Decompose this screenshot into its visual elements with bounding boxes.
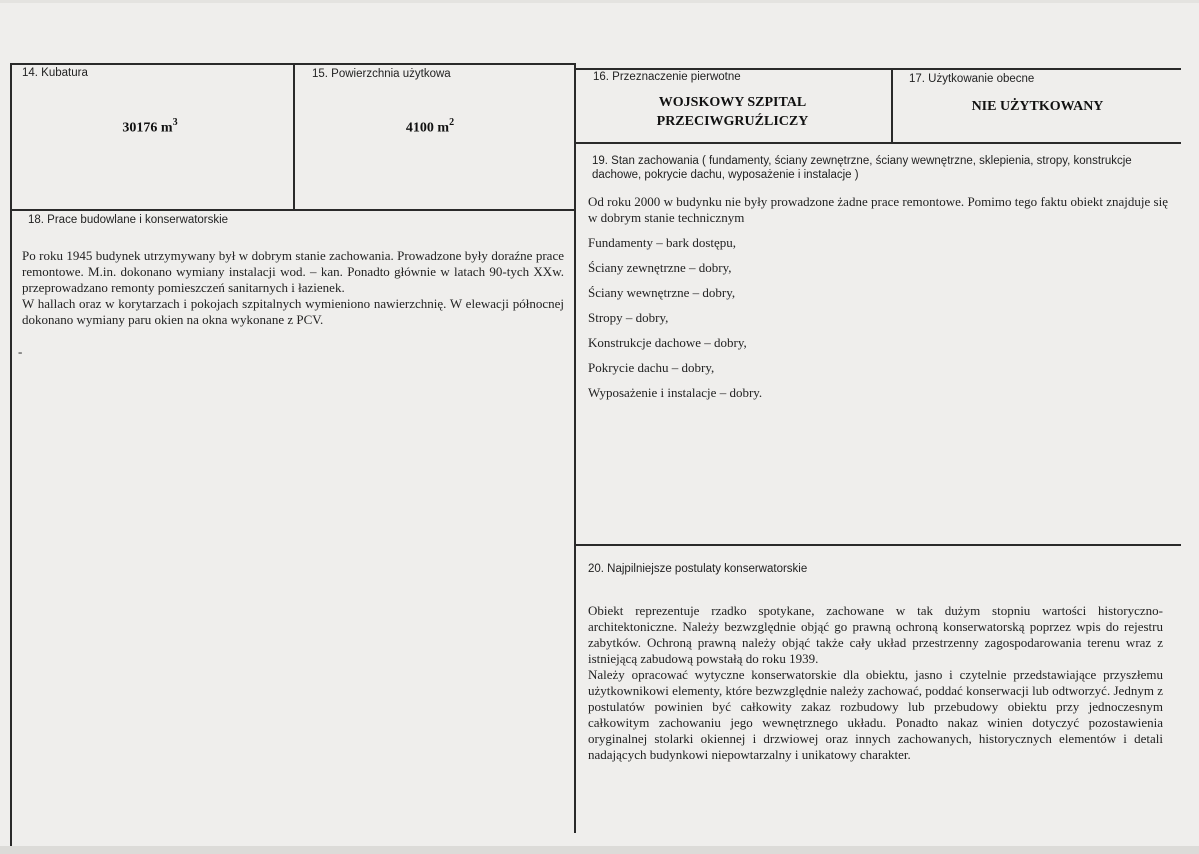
divider-16-17 [891,68,893,142]
field-20-text [588,603,1163,763]
field-19-intro: Od roku 2000 w budynku nie były prowadzone żadne prace remontowe. Pomimo tego faktu obiekt znajduje się w dobrym stanie technicznym [588,194,1168,225]
field-14-number: 30176 m [122,120,173,136]
field-17-label: 17. Użytkowanie obecne [909,73,1035,85]
field-18-paragraph-2: W hallach oraz w korytarzach i pokojach szpitalnych wymieniono nawierzchnię. W elewacji północnej dokonano wymiany paru okien na okna wykonane z PCV. [22,296,564,327]
field-14-value [60,118,240,137]
field-18-label: 18. Prace budowlane i konserwatorskie [28,214,229,226]
field-20-paragraph-1: Obiekt reprezentuje rzadko spotykane, zachowane w tak dużym stopniu wartości historyczno-architektoniczne. Należy bezwzględnie objąć go prawną ochroną konserwatorską poprzez wpis do rejestru zabytków. Ochroną prawną należy objąć także cały układ przestrzenny zagospodarowania terenu wraz z istniejącą zabudową powstałą do roku 1939. [588,603,1163,666]
condition-item: Wyposażenie i instalacje – dobry. [588,385,763,400]
field-20-label: 20. Najpilniejsze postulaty konserwatorskie [588,563,808,575]
field-17-value: NIE UŻYTKOWANY [971,99,1104,114]
condition-item: Ściany wewnętrzne – dobry, [588,285,736,300]
field-16-value-line2: PRZECIWGRUŹLICZY [656,114,809,129]
field-20-paragraph-2: Należy opracować wytyczne konserwatorskie dla obiektu, jasno i czytelnie przedstawiające przyszłemu użytkownikowi elementy, które bezwzględnie należy zachować, poddać konserwacji lub odtworzyć. Jednym z postulatów powinien być całkowity zakaz rozbudowy lub przebudowy obiektu przy jednoczesnym całkowitym zachowaniu jego wewnętrznego układu. Ponadto nakaz winien dotyczyć pozostawienia oryginalnej stolarki okiennej i drzwiowej oraz innych zachowanych, historycznych elementów i detali nadających budynkowi niepowtarzalny i unikatowy charakter. [588,667,1163,762]
field-16-value-line1: WOJSKOWY SZPITAL [658,95,807,110]
paper-edge-top [0,0,1199,3]
field-19-label: 19. Stan zachowania ( fundamenty, ściany zewnętrzne, ściany wewnętrzne, sklepienia, stropy, konstrukcje dachowe, pokrycie dachu, wyposażenie i instalacje ) [592,155,1132,181]
condition-item: Pokrycie dachu – dobry, [588,360,715,375]
field-15-number: 4100 m [405,120,450,136]
divider-14-15 [293,63,295,209]
field-18-paragraph-1: Po roku 1945 budynek utrzymywany był w dobrym stanie zachowania. Prowadzone były doraźne prace remontowe. M.in. dokonano wymiany instalacji wod. – kan. Ponadto głównie w latach 90-tych XXw. przeprowadzano remonty pomieszczeń sanitarnych i łazienek. [22,248,564,295]
field-18-stray-mark: - [18,344,23,359]
condition-item: Ściany zewnętrzne – dobry, [588,260,732,275]
left-border [10,63,12,846]
rule-above-20 [575,544,1181,546]
condition-item: Konstrukcje dachowe – dobry, [588,335,747,350]
field-14-label: 14. Kubatura [22,67,88,79]
top-rule-right [575,68,1181,70]
field-15-value [340,118,520,137]
rule-below-16-17 [575,142,1181,144]
condition-item: Stropy – dobry, [588,310,669,325]
center-divider [574,63,576,833]
field-16-label: 16. Przeznaczenie pierwotne [593,71,741,83]
condition-item: Fundamenty – bark dostępu, [588,235,737,250]
field-15-label: 15. Powierzchnia użytkowa [312,68,451,80]
field-18-text [22,248,564,328]
field-15-unit-exponent: 2 [449,117,455,128]
rule-below-14-15 [10,209,575,211]
paper-edge-bottom [0,846,1199,854]
field-14-unit-exponent: 3 [172,117,178,128]
